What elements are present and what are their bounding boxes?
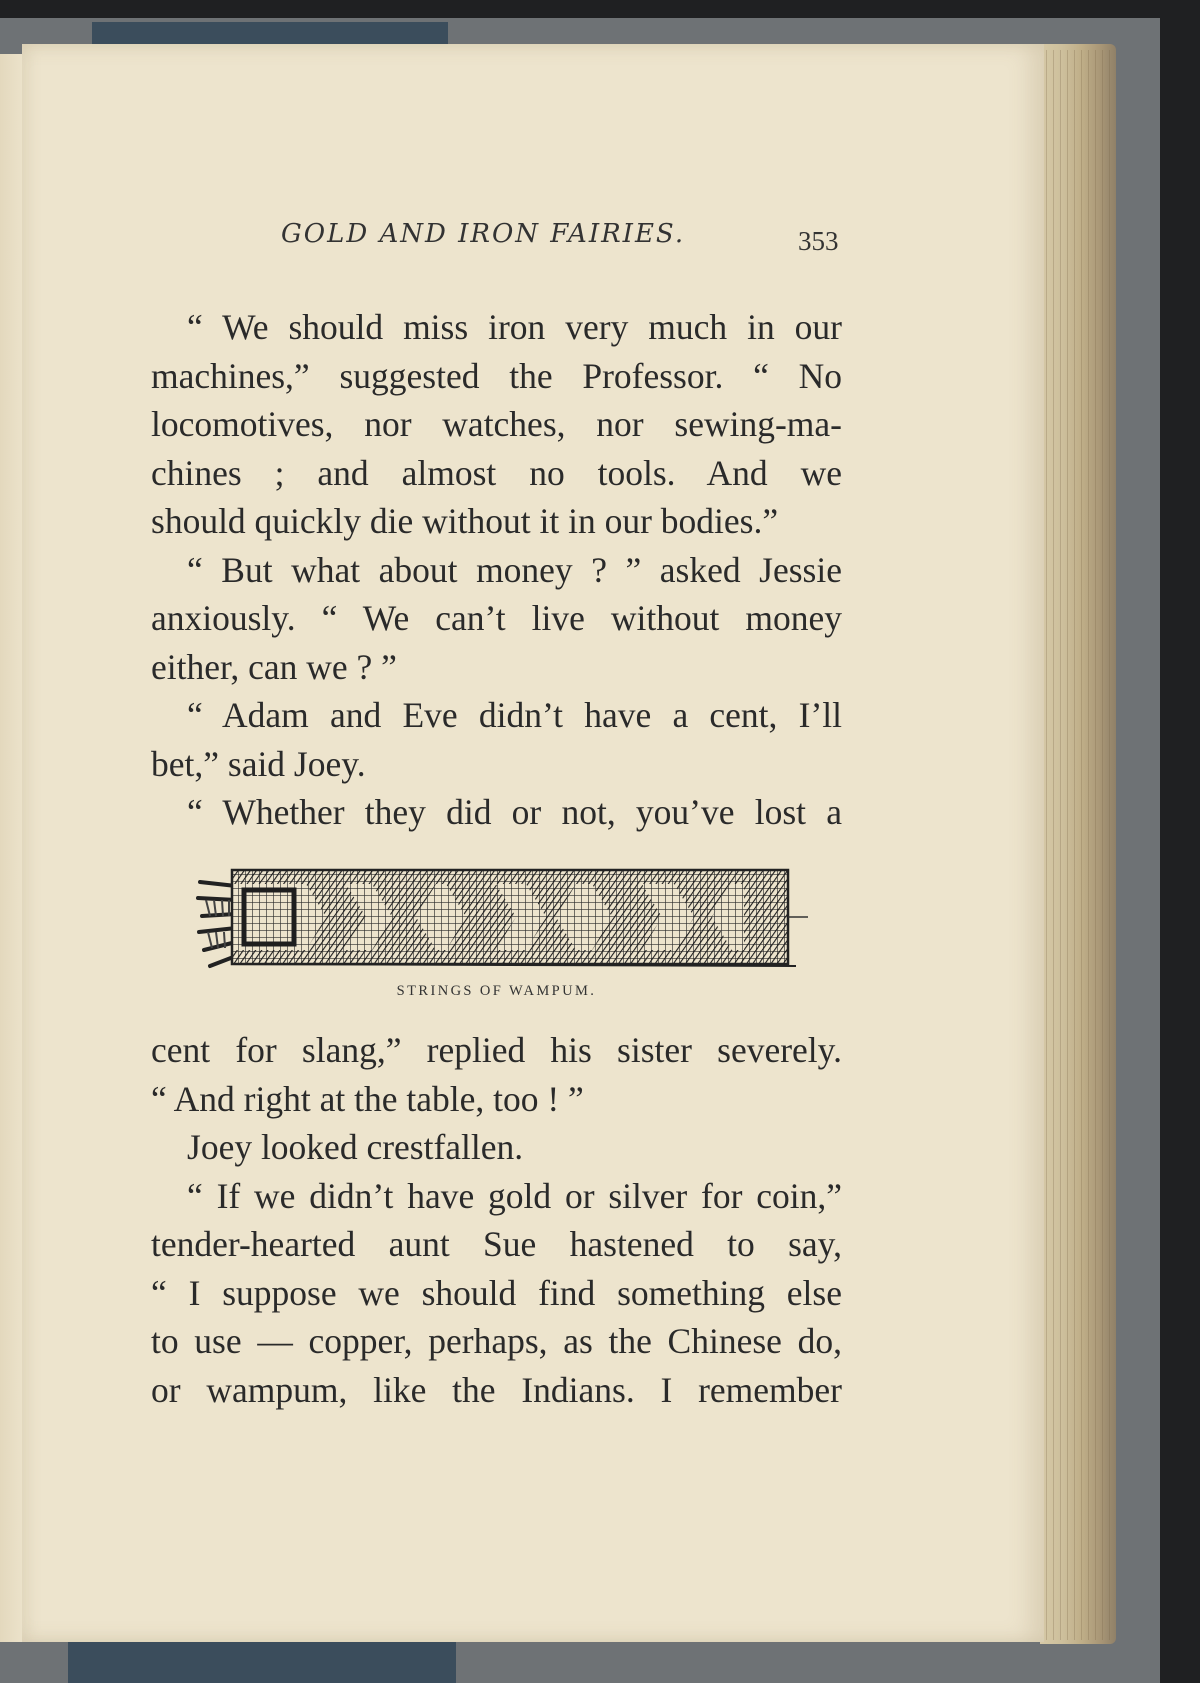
- text-line: locomotives, nor watches, nor sewing-ma-: [151, 404, 842, 444]
- page-edge-lines: [1046, 50, 1110, 1640]
- text-line: to use — copper, perhaps, as the Chinese do,: [151, 1321, 842, 1361]
- text-line: “ Adam and Eve didn’t have a cent, I’ll: [187, 695, 842, 735]
- text-line: Joey looked crestfallen.: [187, 1127, 524, 1167]
- text-line: tender-hearted aunt Sue hastened to say,: [151, 1224, 842, 1264]
- illustration-caption: STRINGS OF WAMPUM.: [396, 983, 597, 999]
- facing-page-edge: [0, 54, 24, 1642]
- text-block-bottom: [151, 1026, 842, 1414]
- text-line: “ But what about money ? ” asked Jessie: [187, 549, 842, 590]
- text-line: cent for slang,” replied his sister severely.: [151, 1030, 842, 1070]
- text-line: bet,” said Joey.: [151, 743, 366, 784]
- page-number: 353: [798, 226, 839, 256]
- text-line: either, can we ? ”: [151, 646, 397, 687]
- text-line: “ And right at the table, too ! ”: [151, 1078, 584, 1119]
- text-line: “ We should miss iron very much in our: [187, 307, 842, 347]
- text-line: “ Whether they did or not, you’ve lost a: [187, 792, 842, 832]
- text-line: “ If we didn’t have gold or silver for coin,”: [187, 1175, 842, 1216]
- text-line: anxiously. “ We can’t live without money: [151, 598, 842, 638]
- text-line: “ I suppose we should find something else: [151, 1272, 842, 1313]
- wampum-illustration: [196, 860, 816, 974]
- text-line: should quickly die without it in our bodies.”: [151, 501, 779, 541]
- running-head: GOLD AND IRON FAIRIES.: [281, 219, 686, 249]
- text-line: chines ; and almost no tools. And we: [151, 452, 842, 493]
- text-line: machines,” suggested the Professor. “ No: [151, 355, 842, 396]
- cover-cloth-bottom: [68, 1640, 456, 1683]
- text-line: or wampum, like the Indians. I remember: [151, 1369, 842, 1410]
- text-block-top: [151, 303, 842, 837]
